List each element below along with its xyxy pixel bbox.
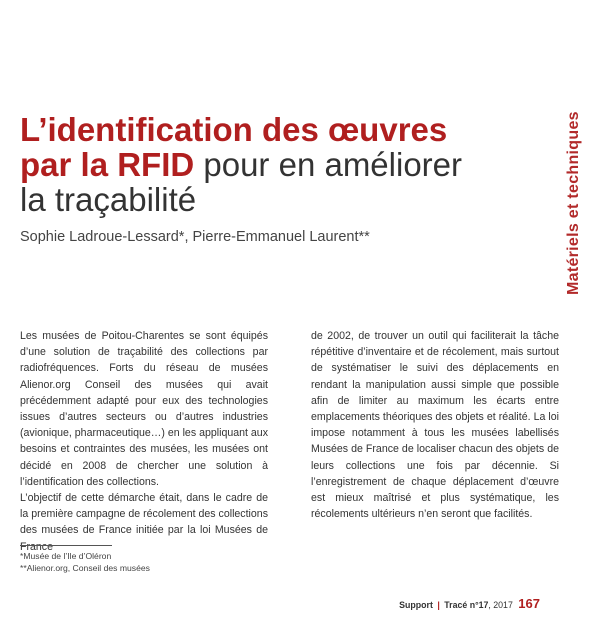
page-number: 167 <box>518 596 540 611</box>
paragraph: L’objectif de cette démarche était, dans le cadre de la première campagne de récolement des collections des musées de France initiée par la loi Musées de France <box>20 492 268 553</box>
article-title <box>20 112 550 217</box>
footnote: *Musée de l’Ile d’Oléron <box>20 551 112 561</box>
page-footer <box>399 596 540 611</box>
title-line-2-red: par la RFID <box>20 146 195 183</box>
title-line-2 <box>20 147 550 182</box>
footnotes <box>20 551 150 574</box>
footer-issue: Tracé n°17 <box>444 600 489 610</box>
title-line-3: la traçabilité <box>20 181 197 218</box>
footer-support: Support <box>399 600 433 610</box>
paragraph: Les musées de Poitou-Charentes se sont équipés d’une solution de traçabilité des collections par radiofréquences. Forts du réseau de musées Alienor.org Conseil des musées qui avait précédemment adapté pour eux des technologies issues d’autres secteurs ou d’autres industries (avionique, pharmaceutique…) en les appliquant aux besoins et contraintes des musées, les musées ont décidé en 2008 de chercher une solution à l’identification des collections. <box>20 330 268 488</box>
footnote: **Alienor.org, Conseil des musées <box>20 562 150 573</box>
paragraph: de 2002, de trouver un outil qui faciliterait la tâche répétitive d’inventaire et de récolement, mais surtout de systématiser le suivi des déplacements en rendant la manipulation aussi simple que possible afin de limiter au maximum les écarts entre emplacements théoriques des objets et réalité. La loi impose notamment à tous les musées labellisés Musées de France de localiser chacun des objets de leurs collections une fois par décennie. Si l’enregistrement de chaque déplacement d’œuvre est mieux maîtrisé et plus systématique, les récolements ultérieurs n’en seront que facilités. <box>311 330 559 521</box>
body-column-right <box>311 328 559 522</box>
body-column-left <box>20 328 268 555</box>
title-line-1: L’identification des œuvres <box>20 111 448 148</box>
footer-year: , 2017 <box>488 600 513 610</box>
section-label: Matériels et techniques <box>565 111 582 295</box>
footnote-divider <box>20 545 112 546</box>
authors: Sophie Ladroue-Lessard*, Pierre-Emmanuel Laurent** <box>20 229 370 245</box>
footer-separator: | <box>437 600 440 610</box>
title-line-2-rest: pour en améliorer <box>194 146 463 183</box>
